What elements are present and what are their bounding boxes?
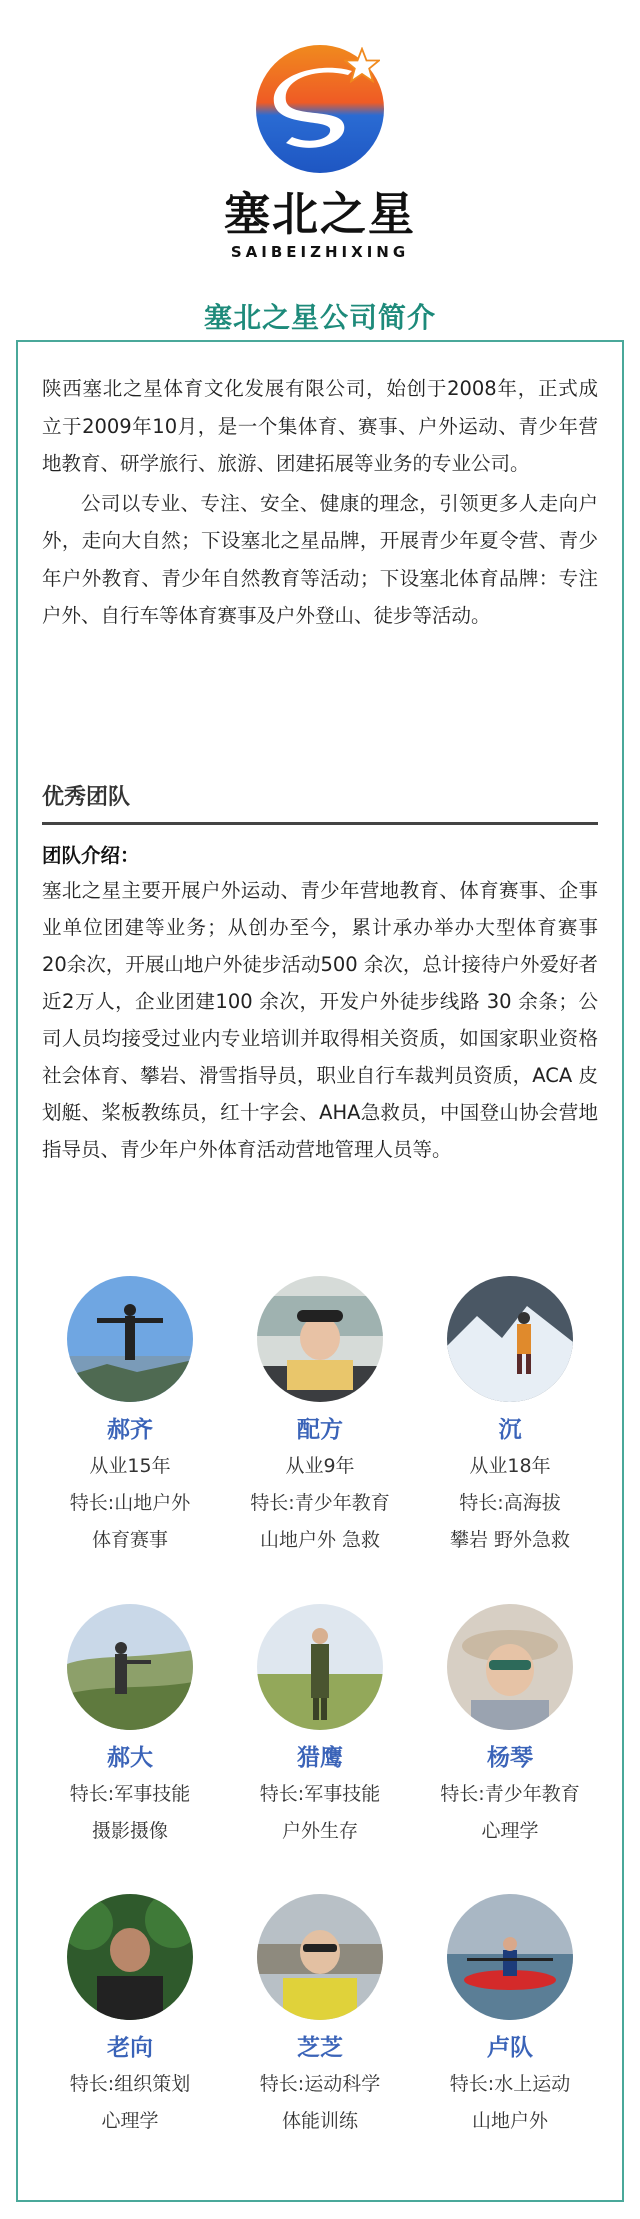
vehicle-rider-photo-icon: [257, 1276, 383, 1402]
hilltop-photo-icon: [67, 1604, 193, 1730]
member-name: 郝大: [107, 1745, 153, 1771]
member-card: [45, 1604, 215, 1850]
team-heading: 优秀团队: [42, 785, 131, 810]
lakeside-portrait-photo-icon: [257, 1894, 383, 2020]
member-avatar: [447, 1604, 573, 1730]
member-card: [425, 1276, 595, 1559]
mountain-summit-photo-icon: [67, 1276, 193, 1402]
member-detail: 从业18年: [469, 1455, 551, 1477]
member-name: 沉: [498, 1417, 522, 1443]
team-description: 塞北之星主要开展户外运动、青少年营地教育、体育赛事、企事业单位团建等业务；从创办至今，累计承办举办大型体育赛事 20余次，开展山地户外徒步活动500 余次，总计接待户外爱好者近2万人，企业团建100 余次，开发户外徒步线路 30 余条；公司人员均接受过业内专业培训并取得相关资质，如国家职业资格社会体育、攀岩、滑雪指导员，职业自行车裁判员资质，ACA 皮划艇、桨板教练员，红十字会、AHA急救员，中国登山协会营地指导员、青少年户外体育活动营地管理人员等。: [42, 879, 598, 1161]
grassland-soldier-photo-icon: [257, 1604, 383, 1730]
team-section-header: [42, 782, 598, 825]
member-card: [235, 1604, 405, 1850]
member-name: 芝芝: [297, 2035, 343, 2061]
team-heading-divider: [42, 822, 598, 825]
member-name: 郝齐: [107, 1417, 153, 1443]
member-avatar: [67, 1894, 193, 2020]
member-card: [235, 1276, 405, 1559]
member-detail: 特长:山地户外: [69, 1492, 191, 1514]
star-icon: [344, 47, 380, 83]
page-title: 塞北之星公司简介: [203, 301, 436, 334]
member-detail: 特长:青少年教育: [440, 1783, 580, 1805]
portrait-hat-photo-icon: [447, 1604, 573, 1730]
intro-paragraph-1: 陕西塞北之星体育文化发展有限公司，始创于2008年，正式成立于2009年10月，是一个集体育、赛事、户外运动、青少年营地教育、研学旅行、旅游、团建拓展等业务的专业公司。: [42, 377, 598, 475]
member-name: 配方: [297, 1417, 343, 1443]
member-avatar: [447, 1276, 573, 1402]
member-detail: 特长:军事技能: [259, 1783, 381, 1805]
member-detail: 特长:水上运动: [449, 2073, 571, 2095]
member-detail: 体育赛事: [91, 1529, 168, 1551]
brand-pinyin: SAIBEIZHIXING: [230, 243, 410, 261]
member-card: [425, 1894, 595, 2140]
kayak-photo-icon: [447, 1894, 573, 2020]
member-detail: 特长:青少年教育: [250, 1492, 390, 1514]
member-detail: 山地户外 急救: [259, 1529, 381, 1551]
member-detail: 户外生存: [281, 1820, 358, 1842]
member-card: [425, 1604, 595, 1850]
member-name: 卢队: [487, 2035, 533, 2061]
member-avatar: [67, 1604, 193, 1730]
glacier-climber-photo-icon: [447, 1276, 573, 1402]
member-avatar: [257, 1894, 383, 2020]
member-card: [45, 1276, 215, 1559]
member-avatar: [447, 1894, 573, 2020]
member-detail: 心理学: [101, 2110, 159, 2132]
member-card: [45, 1894, 215, 2140]
member-avatar: [257, 1276, 383, 1402]
member-detail: 山地户外: [471, 2110, 548, 2132]
forest-portrait-photo-icon: [67, 1894, 193, 2020]
member-card: [235, 1894, 405, 2140]
member-detail: 体能训练: [281, 2110, 358, 2132]
member-detail: 特长:组织策划: [69, 2073, 191, 2095]
member-detail: 特长:高海拔: [459, 1492, 561, 1514]
brand-name: 塞北之星: [224, 187, 416, 241]
member-detail: 从业15年: [89, 1455, 171, 1477]
member-detail: 攀岩 野外急救: [449, 1529, 571, 1551]
member-detail: 特长:军事技能: [69, 1783, 191, 1805]
member-name: 猎鹰: [297, 1745, 343, 1771]
member-avatar: [67, 1276, 193, 1402]
member-detail: 特长:运动科学: [259, 2073, 381, 2095]
logo-mark: [256, 45, 384, 173]
team-sub-heading: 团队介绍：: [42, 844, 140, 867]
member-avatar: [257, 1604, 383, 1730]
member-name: 老向: [107, 2035, 153, 2061]
member-name: 杨琴: [487, 1745, 533, 1771]
member-detail: 从业9年: [285, 1455, 355, 1477]
member-detail: 心理学: [481, 1820, 539, 1842]
company-intro: [42, 370, 598, 635]
intro-paragraph-2: 公司以专业、专注、安全、健康的理念，引领更多人走向户外，走向大自然；下设塞北之星品牌，开展青少年夏令营、青少年户外教育、青少年自然教育等活动；下设塞北体育品牌：专注户外、自行车等体育赛事及户外登山、徒步等活动。: [42, 491, 598, 627]
brand-logo: [0, 45, 640, 261]
member-detail: 摄影摄像: [91, 1820, 168, 1842]
